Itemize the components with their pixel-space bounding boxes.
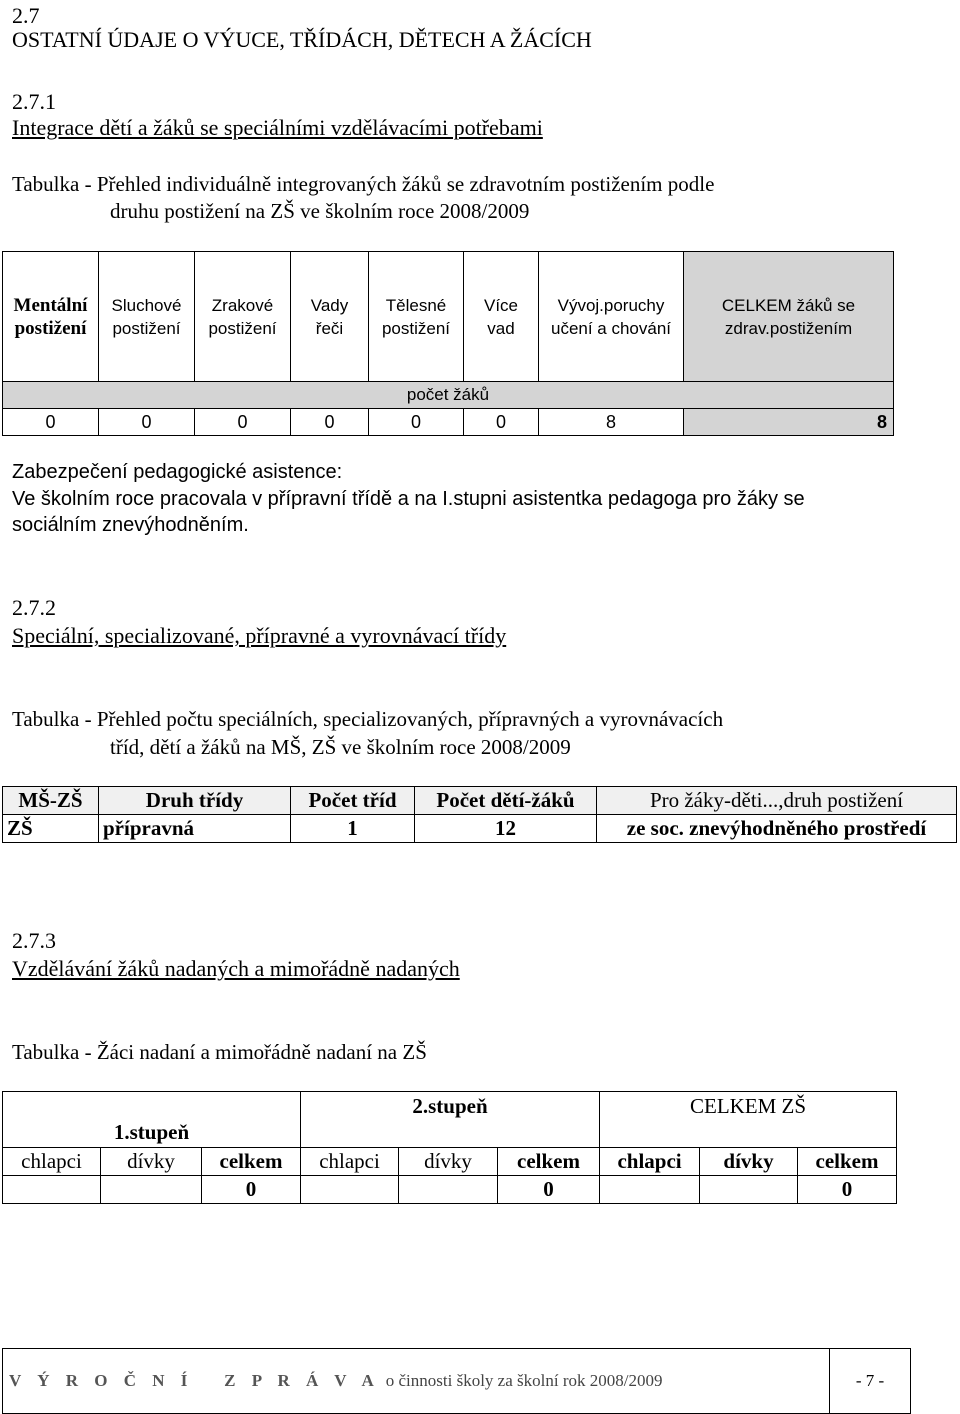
- header-cell: Vývoj.poruchy učení a chování: [539, 252, 684, 382]
- footer-subtitle: o činnosti školy za školní rok 2008/2009: [385, 1371, 663, 1390]
- header-cell: Vady řeči: [291, 252, 369, 382]
- value-cell: 0: [3, 409, 99, 436]
- subsection-number: 2.7.1: [12, 89, 56, 114]
- value-cell: [700, 1176, 798, 1204]
- subsection-number: 2.7.3: [12, 928, 56, 953]
- table-caption-cont: druhu postižení na ZŠ ve školním roce 2008/2009: [110, 199, 530, 223]
- value-cell: [301, 1176, 399, 1204]
- cell: ZŠ: [3, 815, 99, 843]
- count-label: počet žáků: [3, 382, 894, 409]
- subsection-number: 2.7.2: [12, 595, 56, 620]
- value-cell: 0: [195, 409, 291, 436]
- subheader-cell: celkem: [202, 1148, 301, 1176]
- cell: 1: [291, 815, 415, 843]
- table-caption: Tabulka - Žáci nadaní a mimořádně nadaní na ZŠ: [12, 1040, 427, 1064]
- header-cell-total: CELKEM žáků se zdrav.postižením: [684, 252, 894, 382]
- subheader-cell: dívky: [700, 1148, 798, 1176]
- footer-title-box: [3, 1349, 830, 1413]
- subheader-cell: chlapci: [3, 1148, 101, 1176]
- subsection-title: Speciální, specializované, přípravné a vyrovnávací třídy: [12, 623, 507, 648]
- integration-table: [2, 251, 894, 436]
- value-cell: [3, 1176, 101, 1204]
- group-header: 2.stupeň: [301, 1092, 600, 1148]
- subsection-title: Integrace dětí a žáků se speciálními vzdělávacími potřebami: [12, 115, 543, 140]
- subsection-title: Vzdělávání žáků nadaných a mimořádně nadaných: [12, 956, 460, 981]
- page-footer: [2, 1348, 911, 1414]
- footer-title: V Ý R O Č N Í Z P R Á V A: [9, 1371, 380, 1390]
- table-caption: Tabulka - Přehled počtu speciálních, specializovaných, přípravných a vyrovnávacích: [12, 707, 724, 731]
- value-cell: 0: [464, 409, 539, 436]
- value-cell: 0: [99, 409, 195, 436]
- value-cell-total: 8: [684, 409, 894, 436]
- subheader-cell: dívky: [399, 1148, 498, 1176]
- assist-text: Ve školním roce pracovala v přípravní třídě a na I.stupni asistentka pedagoga pro žáky se: [12, 488, 805, 510]
- header-cell: Tělesné postižení: [369, 252, 464, 382]
- header-cell: Sluchové postižení: [99, 252, 195, 382]
- assist-text-cont: sociálním znevýhodněním.: [12, 514, 249, 536]
- value-cell: 0: [369, 409, 464, 436]
- classes-table: [2, 786, 957, 843]
- header-cell: Počet tříd: [291, 787, 415, 815]
- value-cell: [399, 1176, 498, 1204]
- value-cell: [600, 1176, 700, 1204]
- subheader-cell: celkem: [498, 1148, 600, 1176]
- value-cell: 0: [291, 409, 369, 436]
- value-cell: [101, 1176, 202, 1204]
- subheader-cell: dívky: [101, 1148, 202, 1176]
- value-cell: 0: [798, 1176, 897, 1204]
- group-header: CELKEM ZŠ: [600, 1092, 897, 1148]
- section-number: 2.7: [12, 3, 40, 28]
- table-caption: Tabulka - Přehled individuálně integrovaných žáků se zdravotním postižením podle: [12, 172, 715, 196]
- group-header: 1.stupeň: [3, 1092, 301, 1148]
- header-cell: Mentální postižení: [3, 252, 99, 382]
- header-cell: MŠ-ZŠ: [3, 787, 99, 815]
- cell: ze soc. znevýhodněného prostředí: [597, 815, 957, 843]
- subheader-cell: chlapci: [301, 1148, 399, 1176]
- header-cell: Více vad: [464, 252, 539, 382]
- header-cell: Druh třídy: [99, 787, 291, 815]
- subheader-cell: chlapci: [600, 1148, 700, 1176]
- subheader-cell: celkem: [798, 1148, 897, 1176]
- table-caption-cont: tříd, dětí a žáků na MŠ, ZŠ ve školním roce 2008/2009: [110, 735, 571, 759]
- cell: přípravná: [99, 815, 291, 843]
- assist-heading: Zabezpečení pedagogické asistence:: [12, 461, 343, 483]
- header-cell: Počet dětí-žáků: [415, 787, 597, 815]
- section-title: OSTATNÍ ÚDAJE O VÝUCE, TŘÍDÁCH, DĚTECH A ŽÁCÍCH: [12, 27, 592, 52]
- value-cell: 0: [202, 1176, 301, 1204]
- value-cell: 0: [498, 1176, 600, 1204]
- header-cell: Zrakové postižení: [195, 252, 291, 382]
- cell: 12: [415, 815, 597, 843]
- header-cell: Pro žáky-děti...,druh postižení: [597, 787, 957, 815]
- value-cell: 8: [539, 409, 684, 436]
- page-number: - 7 -: [855, 1371, 885, 1390]
- gifted-table: [2, 1091, 897, 1204]
